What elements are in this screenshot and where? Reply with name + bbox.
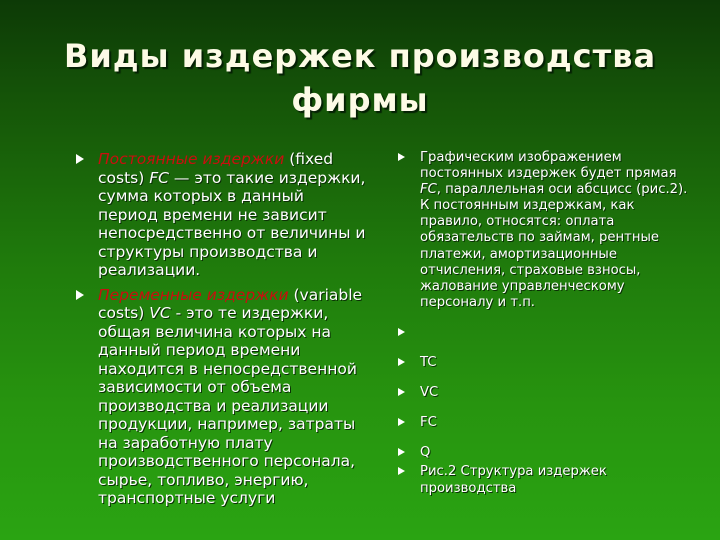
text-graph-a: Графическим изображением постоянных издержек будет прямая (420, 150, 677, 182)
left-column (76, 150, 366, 508)
list-item-graph-description (398, 150, 690, 311)
right-column (398, 150, 690, 497)
triangle-bullet-icon (76, 154, 84, 164)
triangle-bullet-icon (398, 467, 405, 475)
triangle-bullet-icon (398, 448, 405, 456)
list-item-variable-costs (76, 286, 366, 508)
label-q: Q (420, 445, 431, 461)
list-item-fixed-costs (76, 150, 366, 280)
triangle-bullet-icon (76, 290, 84, 300)
list-item-fc (398, 415, 690, 431)
label-vc: VC (420, 385, 439, 401)
list-item-tc (398, 355, 690, 371)
text-fixed-costs-a: (fixed costs) (98, 150, 334, 187)
label-fc: FC (420, 415, 437, 431)
abbr-vc: VC (149, 304, 171, 322)
triangle-bullet-icon (398, 153, 405, 161)
list-item-caption (398, 464, 690, 496)
list-item-empty (398, 325, 690, 341)
abbr-fc: FC (149, 168, 169, 187)
list-item-vc (398, 385, 690, 401)
triangle-bullet-icon (398, 418, 405, 426)
list-item-q (398, 445, 690, 461)
slide-title: Виды издержек производства фирмы (63, 37, 657, 119)
triangle-bullet-icon (398, 388, 405, 396)
abbr-fc-graph: FC (420, 182, 437, 198)
triangle-bullet-icon (398, 328, 405, 336)
text-graph-b: , параллельная оси абсцисс (рис.2). К постоянным издержкам, как правило, относятся: оплата обязательств по займам, рентные платежи, амортизационные отчисления, страховые взносы, жалование управленческому персоналу и т.п. (420, 182, 688, 310)
text-variable-costs-a: (variable costs) (98, 285, 363, 322)
text-variable-costs-b: - это те издержки, общая величина которых на данный период времени находится в непосредственной зависимости от объема производства и реализации продукции, например, затраты на заработную плату производственного персонала, сырье, топливо, энергию, транспортные услуги (98, 304, 357, 507)
figure-caption: Рис.2 Структура издержек производства (420, 464, 607, 496)
term-variable-costs: Переменные издержки (98, 285, 289, 304)
text-fixed-costs-b: — это такие издержки, сумма которых в данный период времени не зависит непосредственно от величины и структуры производства и реализации. (98, 168, 366, 279)
term-fixed-costs: Постоянные издержки (98, 150, 285, 168)
triangle-bullet-icon (398, 358, 405, 366)
text-empty (420, 325, 424, 340)
label-tc: TC (420, 355, 437, 371)
